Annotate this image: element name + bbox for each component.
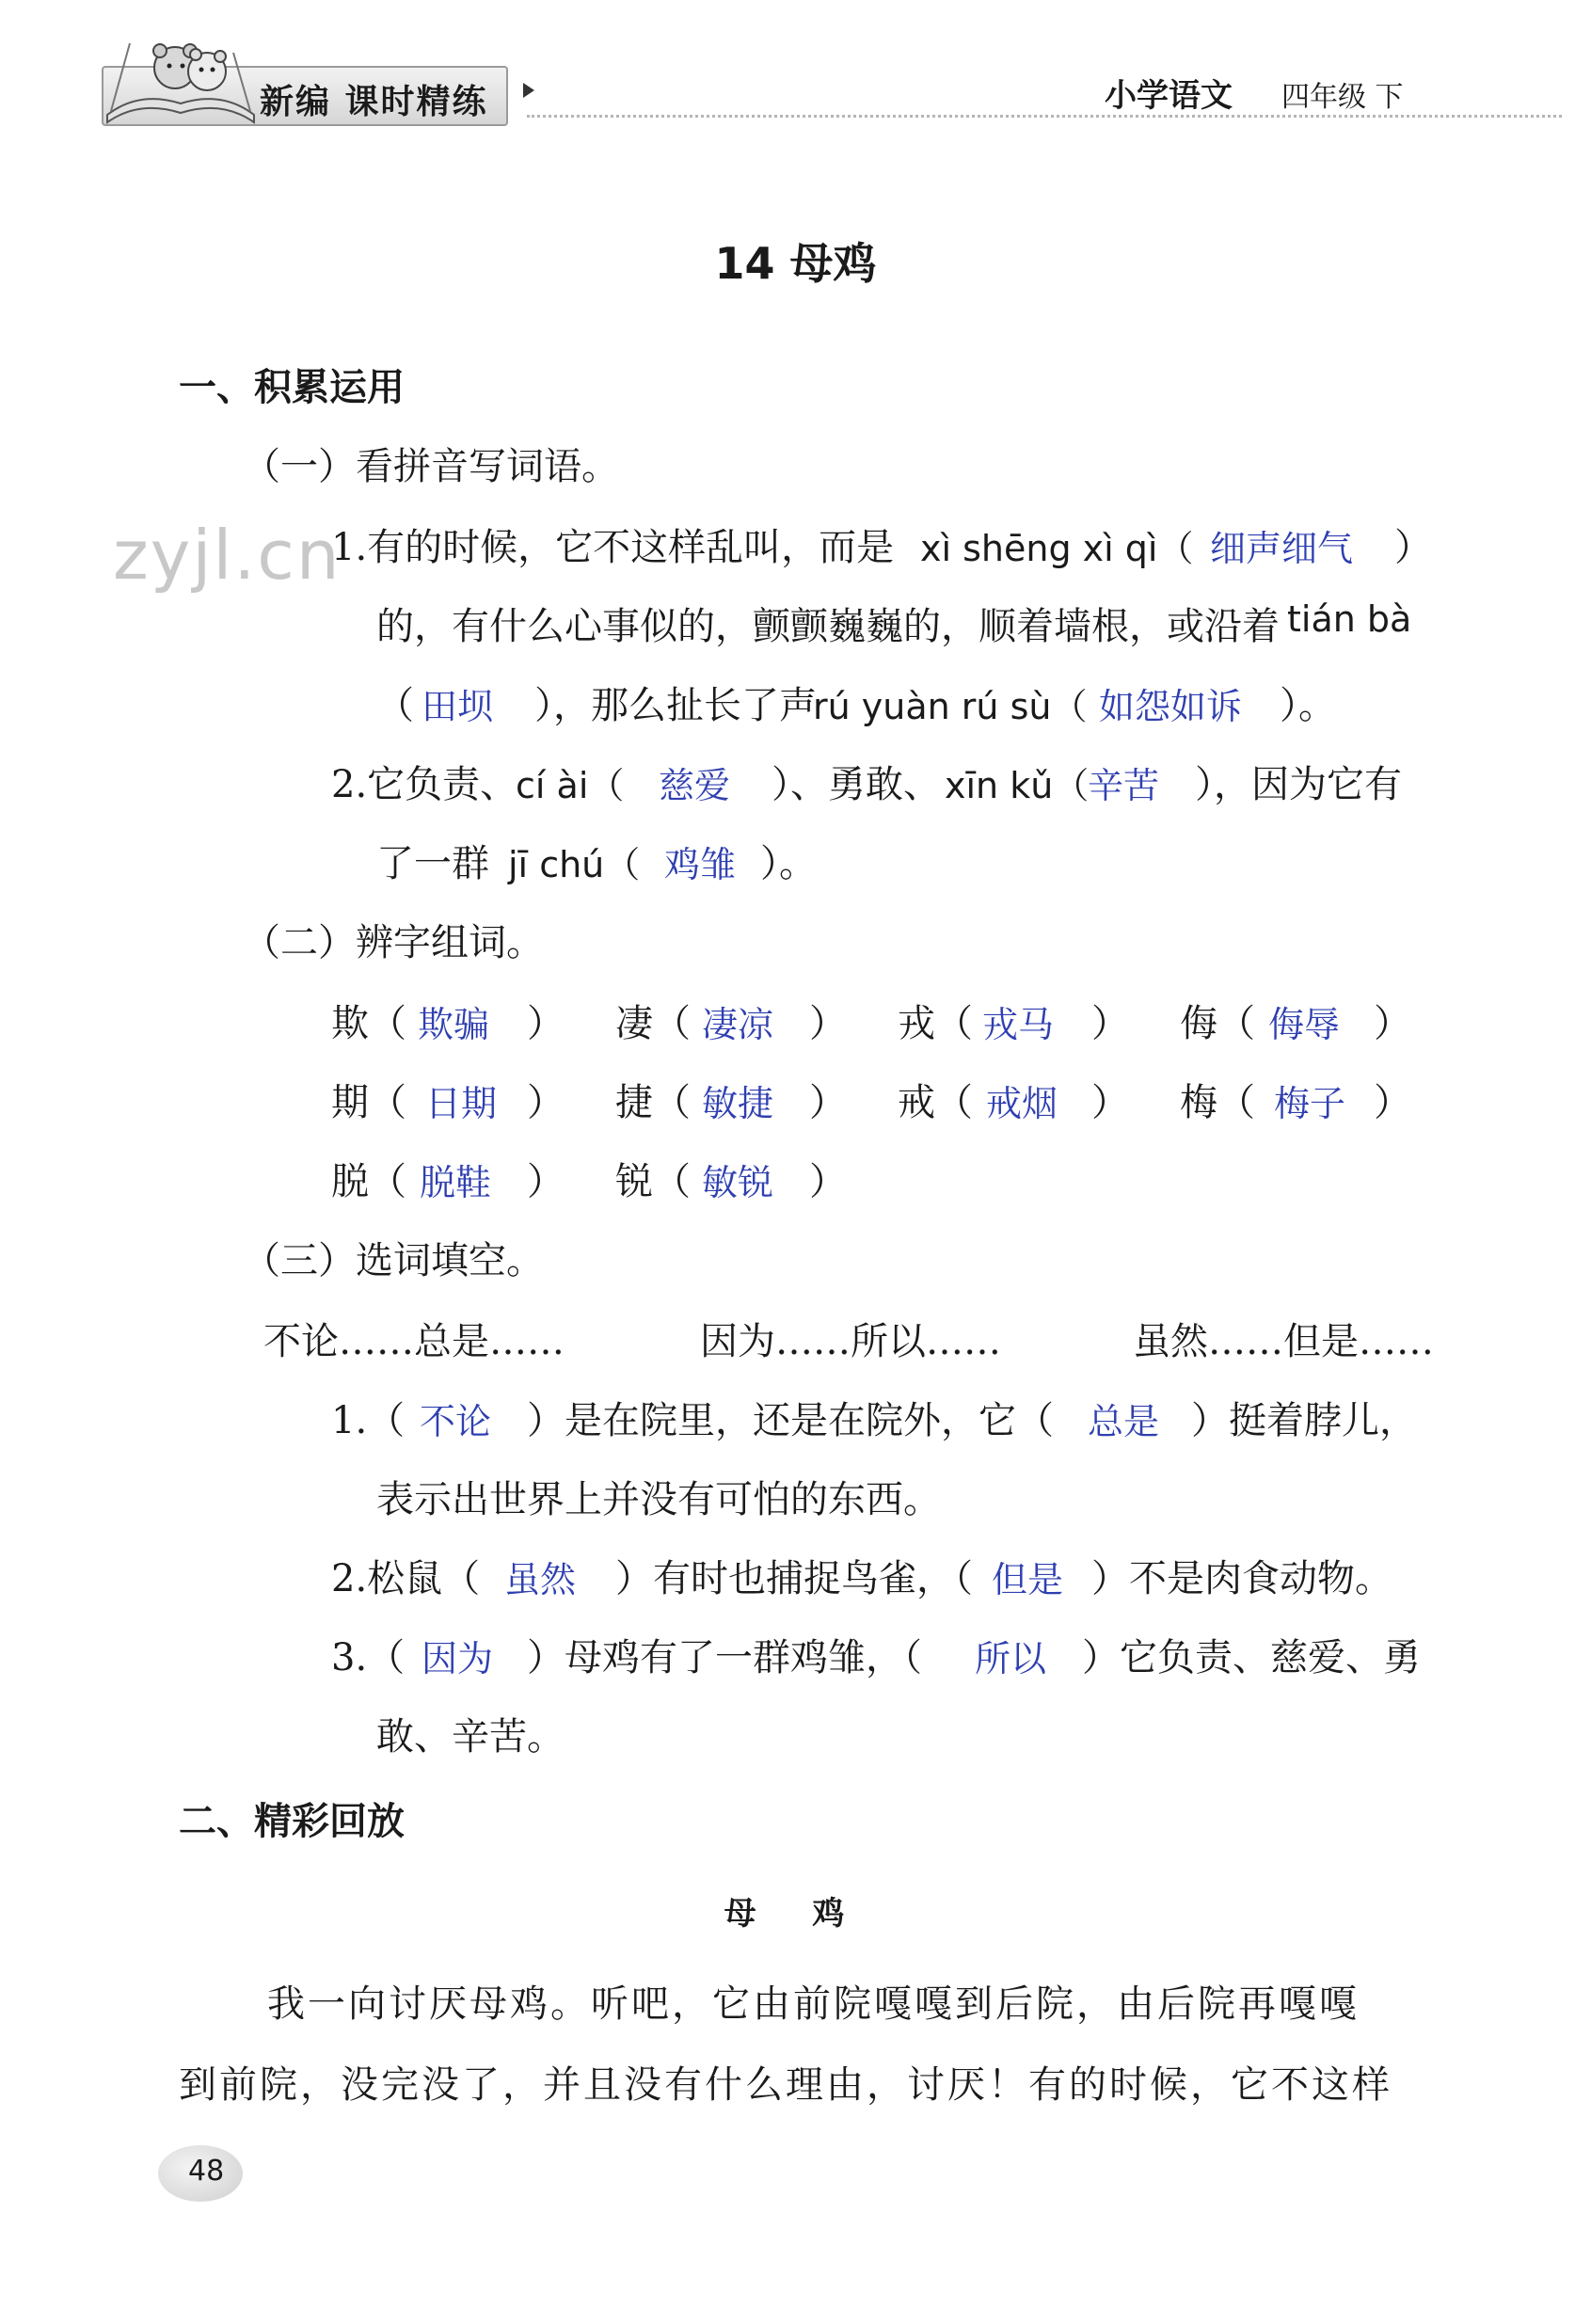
section-heading-1: 一、积累运用 — [179, 366, 405, 409]
word-answer: 凄凉 — [702, 1004, 774, 1045]
page-number: 48 — [188, 2155, 225, 2188]
q2-pinyin-1: cí ài（ — [516, 765, 625, 806]
word-char: 戎（ — [898, 1002, 973, 1045]
word-char: 梅（ — [1180, 1081, 1255, 1124]
p3-q3-b: ）母鸡有了一群鸡雏，（ — [527, 1636, 922, 1679]
p3-q3-c: ）它负责、慈爱、勇 — [1082, 1636, 1421, 1679]
word-char: 凄（ — [615, 1002, 691, 1045]
word-answer: 侮辱 — [1268, 1004, 1341, 1045]
triangle-arrow-icon — [523, 83, 534, 98]
q2-pinyin-3: jī chú（ — [508, 844, 641, 885]
q1-answer-1: 细声细气 — [1210, 528, 1354, 569]
word-close: ） — [809, 1081, 847, 1124]
lesson-title: 14 母鸡 — [714, 238, 877, 289]
word-answer: 戎马 — [982, 1004, 1055, 1045]
word-close: ） — [527, 1081, 565, 1124]
q2-answer-2: 辛苦 — [1088, 765, 1160, 806]
p3-q3-answer-2: 所以 — [975, 1638, 1047, 1679]
option-1: 不论……总是…… — [263, 1320, 565, 1363]
series-name: 新编 课时精练 — [260, 83, 488, 121]
word-answer: 敏锐 — [702, 1162, 774, 1203]
p3-q2-answer-1: 虽然 — [504, 1559, 577, 1600]
q2-pinyin-2: xīn kǔ（ — [945, 765, 1090, 806]
q1-close-3: ）。 — [1280, 684, 1336, 727]
book-bears-icon — [102, 24, 260, 126]
word-close: ） — [1374, 1002, 1411, 1045]
q2-answer-1: 慈爱 — [659, 765, 731, 806]
part-heading-2: （二）辨字组词。 — [243, 921, 544, 964]
word-char: 锐（ — [615, 1160, 691, 1203]
q2-answer-3: 鸡雏 — [664, 844, 737, 885]
p3-q1-answer-1: 不论 — [420, 1401, 492, 1442]
article-line: 到前院，没完没了，并且没有什么理由，讨厌！有的时候，它不这样 — [179, 2063, 1392, 2107]
word-char: 戒（ — [898, 1081, 973, 1124]
p3-q1-d: 表示出世界上并没有可怕的东西。 — [376, 1478, 941, 1521]
word-answer: 敏捷 — [702, 1083, 774, 1124]
word-close: ） — [809, 1002, 847, 1045]
word-close: ） — [809, 1160, 847, 1203]
q1-text-b: 的，有什么心事似的，颤颤巍巍的，顺着墙根，或沿着 — [376, 605, 1280, 648]
word-answer: 日期 — [425, 1083, 498, 1124]
q1-answer-3: 如怨如诉 — [1099, 686, 1243, 727]
section-heading-2: 二、精彩回放 — [179, 1800, 405, 1843]
word-close: ） — [527, 1160, 565, 1203]
part-heading-1: （一）看拼音写词语。 — [243, 445, 619, 488]
option-3: 虽然……但是…… — [1133, 1320, 1434, 1363]
q2-text-d: 了一群 — [376, 842, 489, 885]
word-answer: 戒烟 — [986, 1083, 1058, 1124]
q1-pinyin-3: rú yuàn rú sù（ — [813, 686, 1088, 727]
word-answer: 脱鞋 — [420, 1162, 492, 1203]
p3-q1-b: ）是在院里，还是在院外，它（ — [527, 1399, 1054, 1442]
p3-q2-answer-2: 但是 — [992, 1559, 1064, 1600]
word-close: ） — [1091, 1081, 1129, 1124]
q2-text-c: ），因为它有 — [1195, 763, 1402, 806]
p3-q2-c: ）不是肉食动物。 — [1091, 1557, 1392, 1600]
header-dotted-rule — [527, 115, 1562, 118]
q1-pinyin-1: xì shēng xì qì（ — [920, 528, 1194, 569]
p3-q2-a: 2.松鼠（ — [331, 1557, 481, 1600]
word-answer: 欺骗 — [418, 1004, 490, 1045]
article-line: 我一向讨厌母鸡。听吧，它由前院嘎嘎到后院，由后院再嘎嘎 — [267, 1982, 1360, 2026]
q1-answer-2: 田坝 — [422, 686, 494, 727]
p3-q1-a: 1.（ — [331, 1399, 406, 1442]
word-char: 侮（ — [1180, 1002, 1255, 1045]
q1-text-c: ），那么扯长了声 — [534, 684, 817, 727]
p3-q3-d: 敢、辛苦。 — [376, 1715, 565, 1759]
grade-label: 四年级 下 — [1281, 81, 1404, 114]
word-char: 脱（ — [331, 1160, 406, 1203]
p3-q3-answer-1: 因为 — [422, 1638, 494, 1679]
part-heading-3: （三）选词填空。 — [243, 1239, 544, 1282]
q1-close-1: ） — [1394, 526, 1432, 569]
q2-text-a: 2.它负责、 — [331, 763, 518, 806]
word-char: 捷（ — [615, 1081, 691, 1124]
q2-text-b: ）、勇敢、 — [772, 763, 941, 806]
word-char: 期（ — [331, 1081, 406, 1124]
word-close: ） — [1374, 1081, 1411, 1124]
subject-label: 小学语文 — [1105, 77, 1233, 115]
p3-q3-a: 3.（ — [331, 1636, 406, 1679]
q1-text-a: 1.有的时候，它不这样乱叫，而是 — [331, 526, 895, 569]
option-2: 因为……所以…… — [700, 1320, 1001, 1363]
word-close: ） — [1091, 1002, 1129, 1045]
word-char: 欺（ — [331, 1002, 406, 1045]
p3-q2-b: ）有时也捕捉鸟雀，（ — [615, 1557, 973, 1600]
q1-pinyin-2: tián bà — [1287, 598, 1412, 640]
p3-q1-c: ）挺着脖儿， — [1191, 1399, 1417, 1442]
p3-q1-answer-2: 总是 — [1088, 1401, 1160, 1442]
word-close: ） — [527, 1002, 565, 1045]
word-answer: 梅子 — [1274, 1083, 1346, 1124]
q1-open-2: （ — [376, 684, 414, 727]
article-title: 母 鸡 — [724, 1895, 867, 1933]
q2-text-e: ）。 — [760, 842, 817, 885]
watermark: zyjl.cn — [113, 516, 342, 595]
